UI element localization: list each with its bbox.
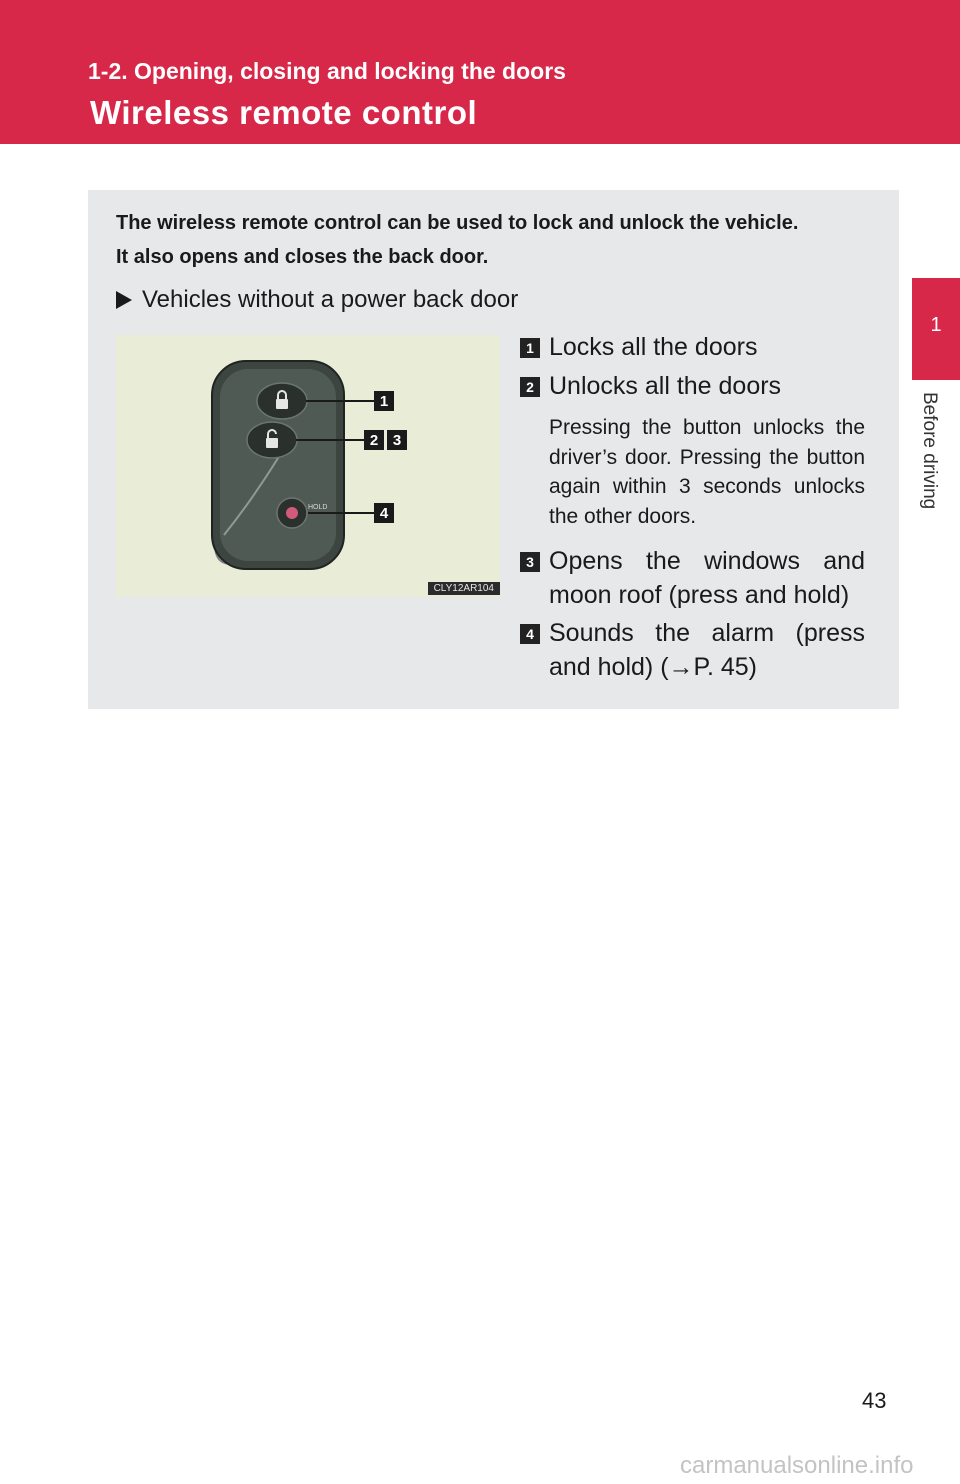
item-note: Pressing the button unlocks the driver’s door. Pressing the button again within 3 seconds unlocks the other doors. <box>549 416 865 528</box>
chapter-tab[interactable] <box>912 278 960 380</box>
item-number-badge: 4 <box>520 624 540 644</box>
triangle-bullet-icon <box>116 291 132 309</box>
variant-heading <box>116 286 518 314</box>
list-item <box>520 544 865 612</box>
item-text: Locks all the doors <box>549 333 758 361</box>
list-item <box>520 616 865 684</box>
callout-2: 2 <box>369 432 379 449</box>
callout-3: 3 <box>392 432 402 449</box>
intro-line-2: It also opens and closes the back door. <box>116 246 489 268</box>
button-function-list <box>520 330 865 684</box>
chapter-label: Before driving <box>919 392 940 510</box>
content-panel <box>88 190 899 709</box>
panic-icon <box>286 507 298 519</box>
variant-heading-text: Vehicles without a power back door <box>142 286 519 313</box>
intro-line-1: The wireless remote control can be used to lock and unlock the vehicle. <box>116 212 799 234</box>
callout-1: 1 <box>379 393 389 410</box>
item-number-badge: 2 <box>520 377 540 397</box>
site-watermark[interactable]: carmanualsonline.info <box>680 1452 914 1479</box>
list-item <box>520 369 865 531</box>
list-item <box>520 330 865 364</box>
item-text: Unlocks all the doors <box>549 372 782 400</box>
item-text: Opens the windows and moon roof (press and hold) <box>549 547 865 609</box>
remote-key-figure <box>116 335 500 597</box>
item-number-badge: 1 <box>520 338 540 358</box>
lock-icon <box>276 399 288 409</box>
section-label: 1-2. Opening, closing and locking the doors <box>88 58 566 84</box>
unlock-icon <box>266 438 278 448</box>
hold-label: HOLD <box>308 504 328 511</box>
chapter-number: 1 <box>930 314 942 336</box>
smart-key-illustration <box>116 335 500 597</box>
item-number-badge: 3 <box>520 552 540 572</box>
intro-text <box>116 206 876 274</box>
page-title: Wireless remote control <box>90 94 478 131</box>
page-number: 43 <box>862 1388 887 1413</box>
figure-code: CLY12AR104 <box>428 582 500 595</box>
callout-4: 4 <box>379 505 389 522</box>
item-text: Sounds the alarm (press and hold) (→P. 45) <box>549 619 865 681</box>
